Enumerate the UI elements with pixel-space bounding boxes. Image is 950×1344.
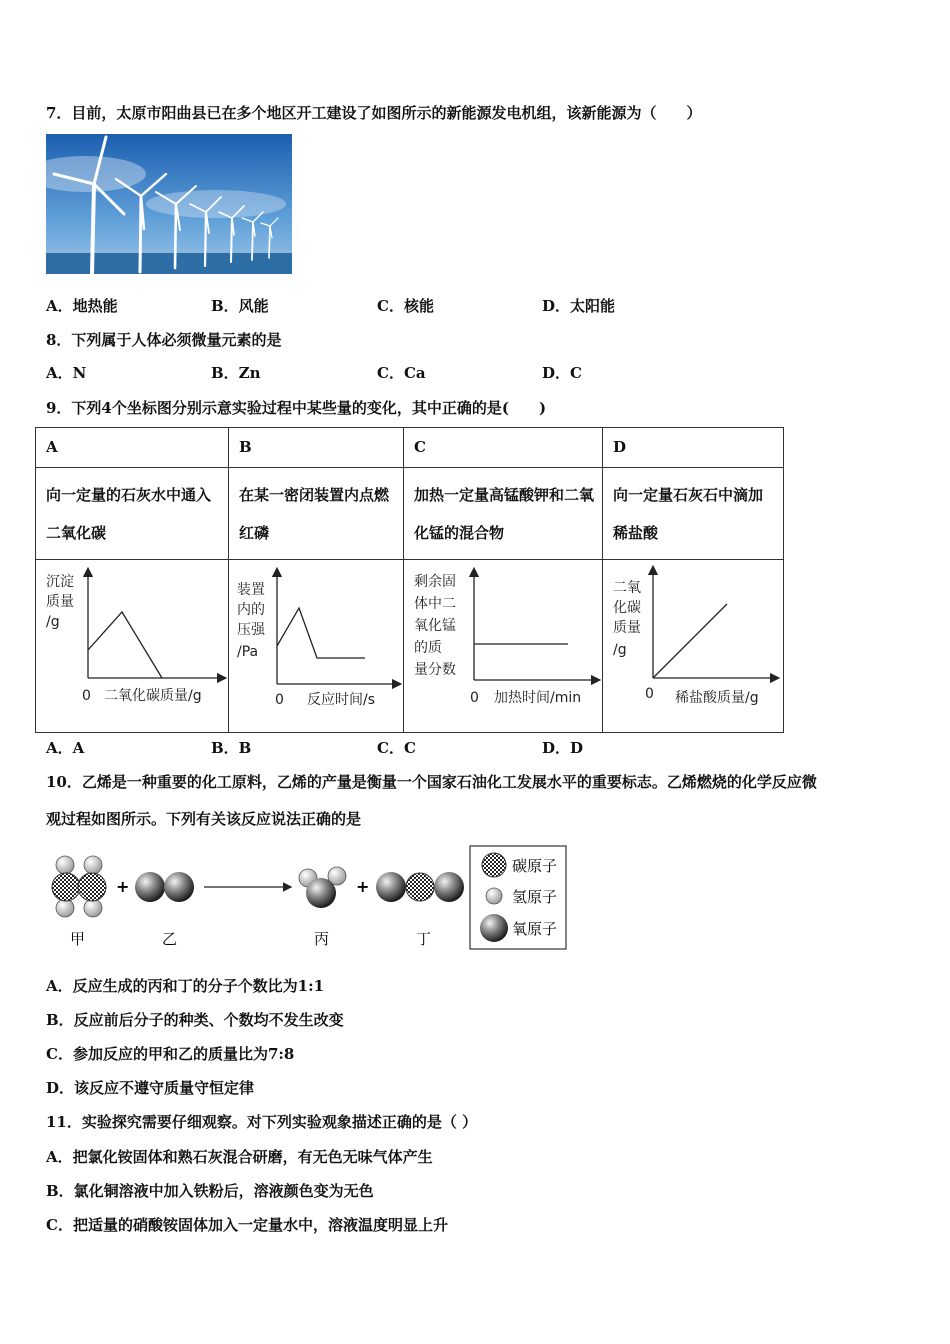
molecule-carbon-dioxide <box>376 872 464 902</box>
q11-option-b[interactable]: B．氯化铜溶液中加入铁粉后，溶液颜色变为无色 <box>46 1182 374 1200</box>
graph-c-ylabel-5: 量分数 <box>414 662 456 678</box>
plus-sign-2: + <box>356 877 370 896</box>
label-bing: 丙 <box>314 930 330 948</box>
graph-a-ylabel-1: 沉淀 <box>46 574 74 590</box>
graph-b-ylabel-2: 内的 <box>237 602 265 618</box>
graph-a-origin: 0 <box>82 688 91 704</box>
graph-b-ylabel-1: 装置 <box>237 582 265 598</box>
hydrogen-atom-icon <box>486 888 502 904</box>
q11-option-a[interactable]: A．把氯化铵固体和熟石灰混合研磨，有无色无味气体产生 <box>46 1148 433 1166</box>
carbon-atom-icon <box>482 853 506 877</box>
graph-d-ylabel-1: 二氧 <box>613 580 641 596</box>
graph-a-ylabel-3: /g <box>46 614 60 630</box>
q11-option-c[interactable]: C．把适量的硝酸铵固体加入一定量水中，溶液温度明显上升 <box>46 1216 448 1234</box>
q9-head-b: B <box>229 428 404 468</box>
oxygen-atom-icon <box>480 914 508 942</box>
graph-c-ylabel-3: 氧化锰 <box>414 618 456 634</box>
molecule-oxygen <box>135 872 194 902</box>
label-yi: 乙 <box>162 930 178 948</box>
q9-graph-b <box>229 560 404 733</box>
q7-option-b[interactable]: B．风能 <box>211 297 269 315</box>
q10-option-a[interactable]: A．反应生成的丙和丁的分子个数比为1:1 <box>46 977 325 995</box>
graph-d-ylabel-2: 化碳 <box>613 600 641 616</box>
graph-c-ylabel-1: 剩余固 <box>414 574 456 590</box>
graph-c-origin: 0 <box>470 690 479 706</box>
q9-option-c[interactable]: C．C <box>377 739 416 757</box>
q11-stem: 11．实验探究需要仔细观察。对下列实验观象描述正确的是（ ） <box>46 1113 478 1131</box>
graph-d-xlabel: 稀盐酸质量/g <box>675 690 759 706</box>
legend-hydrogen: 氢原子 <box>512 888 558 906</box>
reaction-diagram <box>46 845 576 955</box>
q10-option-b[interactable]: B．反应前后分子的种类、个数均不发生改变 <box>46 1011 344 1029</box>
q8-option-b[interactable]: B．Zn <box>211 364 261 382</box>
q9-table <box>35 427 784 733</box>
label-jia: 甲 <box>70 930 86 948</box>
wind-turbine-photo <box>46 134 292 274</box>
q9-head-d: D <box>603 428 784 468</box>
legend-oxygen: 氧原子 <box>512 920 558 938</box>
q9-option-a[interactable]: A．A <box>46 739 85 757</box>
legend-carbon: 碳原子 <box>512 857 558 875</box>
q8-option-d[interactable]: D．C <box>542 364 582 382</box>
graph-a-ylabel-2: 质量 <box>46 594 74 610</box>
q9-graph-d <box>603 560 784 733</box>
q10-option-d[interactable]: D．该反应不遵守质量守恒定律 <box>46 1079 255 1097</box>
graph-c-xlabel: 加热时间/min <box>494 690 582 706</box>
graph-c-ylabel-2: 体中二 <box>414 596 456 612</box>
graph-d-origin: 0 <box>645 686 654 702</box>
graph-b-ylabel-3: 压强 <box>237 622 265 638</box>
q8-option-a[interactable]: A．N <box>46 364 87 382</box>
q9-head-a: A <box>36 428 229 468</box>
label-ding: 丁 <box>416 930 432 948</box>
molecule-water <box>299 867 346 908</box>
graph-c-ylabel-4: 的质 <box>414 640 442 656</box>
q9-graph-c <box>404 560 603 733</box>
q9-option-d[interactable]: D．D <box>542 739 584 757</box>
graph-b-curve <box>277 608 365 658</box>
graph-d-ylabel-4: /g <box>613 642 627 658</box>
q8-stem: 8．下列属于人体必须微量元素的是 <box>46 331 282 349</box>
q9-desc-a: 向一定量的石灰水中通入二氧化碳 <box>36 468 229 560</box>
q7-option-a[interactable]: A．地热能 <box>46 297 118 315</box>
q10-stem-line1: 10．乙烯是一种重要的化工原料，乙烯的产量是衡量一个国家石油化工发展水平的重要标志。乙烯燃烧的化学反应微 <box>46 773 817 791</box>
q10-stem-line2: 观过程如图所示。下列有关该反应说法正确的是 <box>46 810 362 828</box>
graph-b-origin: 0 <box>275 692 284 708</box>
q7-option-d[interactable]: D．太阳能 <box>542 297 616 315</box>
q9-desc-d: 向一定量石灰石中滴加稀盐酸 <box>603 468 784 560</box>
q7-stem: 7．目前，太原市阳曲县已在多个地区开工建设了如图所示的新能源发电机组，该新能源为（ ） <box>46 104 702 122</box>
q8-option-c[interactable]: C．Ca <box>377 364 426 382</box>
graph-d-curve <box>653 604 727 678</box>
plus-sign-1: + <box>116 877 130 896</box>
graph-a-xlabel: 二氧化碳质量/g <box>104 688 202 704</box>
atom-legend <box>470 846 566 949</box>
q10-option-c[interactable]: C．参加反应的甲和乙的质量比为7:8 <box>46 1045 295 1063</box>
graph-b-ylabel-4: /Pa <box>237 644 259 660</box>
q9-desc-c: 加热一定量高锰酸钾和二氧化锰的混合物 <box>404 468 603 560</box>
graph-a-curve <box>88 612 162 678</box>
q9-stem: 9．下列4个坐标图分别示意实验过程中某些量的变化，其中正确的是( ) <box>46 399 547 417</box>
q9-desc-b: 在某一密闭装置内点燃红磷 <box>229 468 404 560</box>
q9-graph-a <box>36 560 229 733</box>
q7-option-c[interactable]: C．核能 <box>377 297 434 315</box>
molecule-ethylene <box>52 856 106 917</box>
graph-b-xlabel: 反应时间/s <box>307 692 376 708</box>
graph-d-ylabel-3: 质量 <box>613 620 641 636</box>
q9-option-b[interactable]: B．B <box>211 739 252 757</box>
q9-head-c: C <box>404 428 603 468</box>
